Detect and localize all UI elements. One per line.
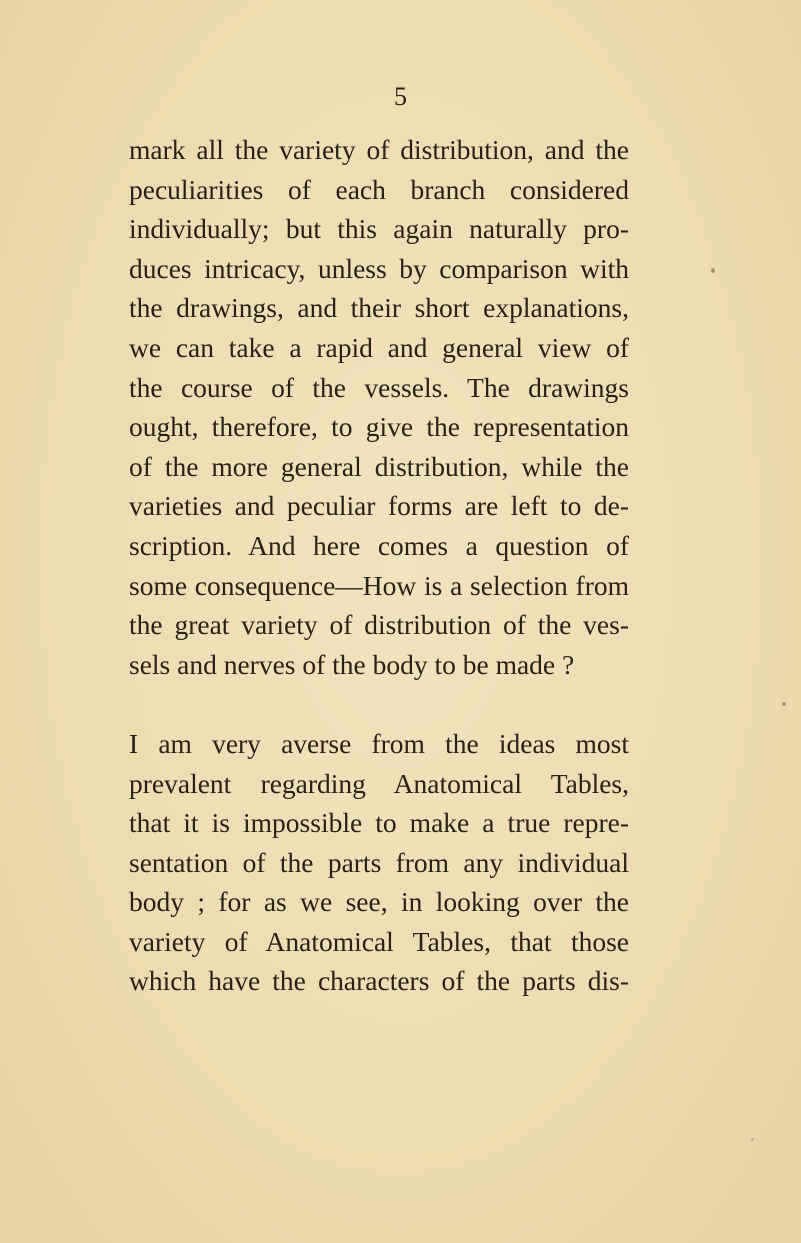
text-line: we can take a rapid and general view of bbox=[129, 331, 629, 363]
text-line: peculiarities of each branch considered bbox=[129, 173, 629, 205]
paragraph bbox=[129, 724, 629, 1001]
text-line: varieties and peculiar forms are left to de- bbox=[129, 490, 629, 522]
text-line: of the more general distribution, while the bbox=[129, 450, 629, 482]
text-line: duces intricacy, unless by comparison with bbox=[129, 252, 629, 284]
paragraph-gap bbox=[129, 684, 629, 724]
paragraph bbox=[129, 130, 629, 684]
text-line: mark all the variety of distribution, and the bbox=[129, 134, 629, 165]
text-line: ought, therefore, to give the representation bbox=[129, 411, 629, 443]
text-line: some consequence—How is a selection from bbox=[129, 569, 629, 601]
text-line: variety of Anatomical Tables, that those bbox=[129, 925, 629, 957]
page-number: 5 bbox=[394, 82, 407, 111]
text-line: sentation of the parts from any individual bbox=[129, 846, 629, 878]
text-line: individually; but this again naturally pro- bbox=[129, 213, 629, 245]
paper-speck bbox=[782, 702, 786, 706]
text-line: body ; for as we see, in looking over the bbox=[129, 886, 629, 918]
body-text bbox=[129, 130, 629, 1001]
text-line: the course of the vessels. The drawings bbox=[129, 371, 629, 403]
paper-speck bbox=[711, 268, 715, 273]
text-line: which have the characters of the parts dis- bbox=[129, 965, 629, 997]
text-line: scription. And here comes a question of bbox=[129, 529, 629, 561]
text-line: the drawings, and their short explanations, bbox=[129, 292, 629, 324]
text-line: I am very averse from the ideas most bbox=[129, 727, 629, 759]
text-line: prevalent regarding Anatomical Tables, bbox=[129, 767, 629, 799]
text-line: that it is impossible to make a true repre- bbox=[129, 807, 629, 839]
text-line: sels and nerves of the body to be made ? bbox=[129, 648, 575, 680]
text-line: the great variety of distribution of the ves- bbox=[129, 609, 629, 641]
paper-speck bbox=[751, 1138, 754, 1141]
